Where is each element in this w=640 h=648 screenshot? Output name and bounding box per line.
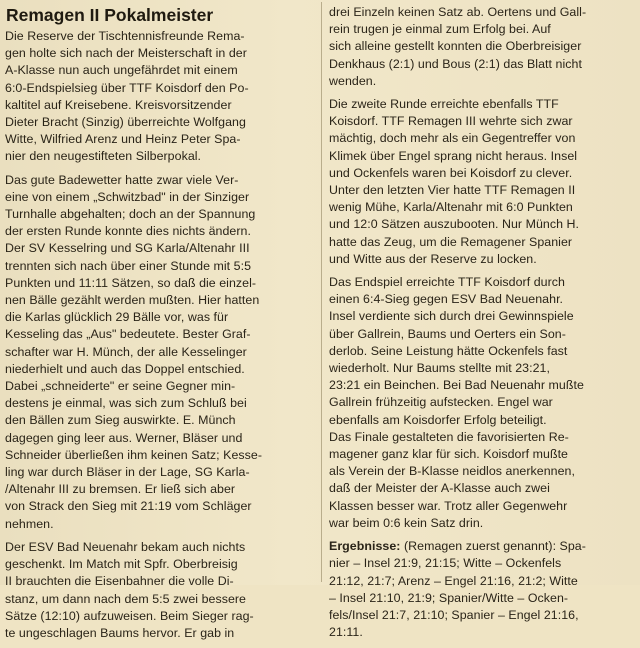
text-line: von Strack den Sieg mit 21:19 vom Schläger bbox=[5, 499, 252, 514]
paragraph-continued bbox=[329, 4, 635, 90]
text-line: Der ESV Bad Neuenahr bekam auch nichts bbox=[5, 539, 246, 554]
text-line: Gallrein frühzeitig aufstecken. Engel war bbox=[329, 395, 553, 410]
text-line: Denkhaus (2:1) und Bous (2:1) das Blatt nicht bbox=[329, 56, 582, 71]
text-line: die Karlas glücklich 29 Bälle vor, was für bbox=[5, 310, 229, 325]
text-line: Die zweite Runde erreichte ebenfalls TTF bbox=[329, 97, 559, 112]
results-block bbox=[329, 538, 635, 641]
text-line: eine von einem „Schwitzbad" in der Sinziger bbox=[5, 189, 250, 204]
text-line: hatte das Zeug, um die Remagener Spanier bbox=[329, 234, 573, 249]
text-line: Unter den letzten Vier hatte TTF Remagen II bbox=[329, 183, 576, 198]
text-line: und 12:0 Sätzen auszubooten. Nur Münch H. bbox=[329, 217, 580, 232]
text-line: Das Endspiel erreichte TTF Koisdorf durch bbox=[329, 275, 565, 290]
column-divider bbox=[321, 2, 322, 582]
paragraph-intro bbox=[5, 28, 316, 166]
text-line: destens je einmal, was sich zum Schluß bei bbox=[5, 396, 247, 411]
text-line: sich alleine gestellt konnten die Oberbreisiger bbox=[329, 39, 582, 54]
text-line: einen 6:4-Sieg gegen ESV Bad Neuenahr. bbox=[329, 292, 564, 307]
text-line: 6:0-Endspielsieg über TTF Koisdorf den Po- bbox=[5, 80, 249, 95]
text-line: fels/Insel 21:7, 21:10; Spanier – Engel 21:16, bbox=[329, 607, 579, 622]
results-lines bbox=[329, 555, 635, 641]
results-intro: (Remagen zuerst genannt): Spa- bbox=[400, 539, 586, 554]
paragraph-second-round bbox=[329, 96, 635, 268]
text-line: war beim 0:6 kein Satz drin. bbox=[329, 515, 484, 530]
text-line: II brauchten die Eisenbahner die volle Di- bbox=[5, 574, 234, 589]
text-line: als Verein der B-Klasse neidlos anerkennen, bbox=[329, 464, 575, 479]
text-line: niederhielt und auch das Doppel entschied. bbox=[5, 361, 245, 376]
text-line: Die Reserve der Tischtennisfreunde Rema- bbox=[5, 29, 245, 43]
text-line: mächtig, doch mehr als ein Gegentreffer von bbox=[329, 131, 576, 146]
text-line: ebenfalls am Koisdorfer Erfolg beteiligt. bbox=[329, 412, 547, 427]
text-line: magener ganz klar für sich. Koisdorf mußte bbox=[329, 447, 568, 462]
text-line: 21:12, 21:7; Arenz – Engel 21:16, 21:2; Witte bbox=[329, 573, 578, 588]
text-line: den Bällen zum Sieg auswirkte. E. Münch bbox=[5, 413, 236, 428]
text-line: stanz, um dann nach dem 5:5 zwei bessere bbox=[5, 591, 246, 606]
text-line: te ungeschlagen Baums hervor. Er gab in bbox=[5, 625, 235, 640]
right-column bbox=[329, 4, 635, 647]
text-line: nier – Insel 21:9, 21:15; Witte – Ockenfels bbox=[329, 556, 562, 571]
results-first-line bbox=[329, 538, 635, 555]
text-line: Dieter Bracht (Sinzig) überreichte Wolfgang bbox=[5, 115, 246, 130]
paragraph-esv-neuenahr bbox=[5, 539, 316, 642]
text-line: nen Bälle gezählt werden mußten. Hier hatten bbox=[5, 293, 260, 308]
text-line: und Witte aus der Reserve zu locken. bbox=[329, 251, 537, 266]
text-line: derlob. Seine Leistung hätte Ockenfels fast bbox=[329, 343, 568, 358]
text-line: über Gallrein, Baums und Oerters ein Son- bbox=[329, 326, 566, 341]
text-line: Dabei „schneiderte" er seine Gegner min- bbox=[5, 379, 236, 394]
text-line: ling war durch Bläser in der Lage, SG Karla- bbox=[5, 465, 250, 480]
text-line: – Insel 21:10, 21:9; Spanier/Witte – Ocken- bbox=[329, 590, 569, 605]
text-line: 23:21 ein Beinchen. Bei Bad Neuenahr mußte bbox=[329, 378, 584, 393]
paragraph-final bbox=[329, 274, 635, 532]
text-line: schafter war H. Münch, der alle Kesselinger bbox=[5, 344, 247, 359]
text-line: Klassen besser war. Trotz aller Gegenwehr bbox=[329, 498, 568, 513]
text-line: Das Finale gestalteten die favorisierten Re- bbox=[329, 429, 569, 444]
text-line: gen holte sich nach der Meisterschaft in der bbox=[5, 46, 247, 61]
text-line: Turnhalle abgehalten; doch an der Spannung bbox=[5, 207, 256, 222]
text-line: Kesseling das „Aus" bedeutete. Bester Graf- bbox=[5, 327, 251, 342]
text-line: geschenkt. Im Match mit Spfr. Oberbreisig bbox=[5, 557, 238, 572]
text-line: und Ockenfels waren bei Koisdorf zu clever. bbox=[329, 165, 573, 180]
text-line: wenig Mühe, Karla/Altenahr mit 6:0 Punkten bbox=[329, 200, 573, 215]
text-line: trennten sich nach über einer Stunde mit 5:5 bbox=[5, 258, 252, 273]
text-line: 21:11. bbox=[329, 625, 363, 640]
text-line: Schneider überließen ihm keinen Satz; Kesse- bbox=[5, 447, 263, 462]
text-line: Punkten und 11:11 Sätzen, so daß die einzel- bbox=[5, 275, 257, 290]
text-line: Der SV Kesselring und SG Karla/Altenahr III bbox=[5, 241, 250, 256]
text-line: Das gute Badewetter hatte zwar viele Ver- bbox=[5, 172, 239, 187]
text-line: nier den neugestifteten Silberpokal. bbox=[5, 149, 202, 164]
text-line: wenden. bbox=[329, 73, 377, 88]
text-line: A-Klasse nun auch ungefährdet mit einem bbox=[5, 63, 238, 78]
headline: Remagen II Pokalmeister bbox=[6, 5, 214, 25]
text-line: daß der Meister der A-Klasse auch zwei bbox=[329, 481, 550, 496]
paragraph-first-round bbox=[5, 172, 316, 533]
left-column bbox=[5, 4, 316, 648]
text-line: rein trugen je einmal zum Erfolg bei. Auf bbox=[329, 22, 551, 37]
results-label: Ergebnisse: bbox=[329, 539, 401, 554]
text-line: /Altenahr III zu bremsen. Er ließ sich aber bbox=[5, 482, 236, 497]
text-line: dagegen ging leer aus. Werner, Bläser und bbox=[5, 430, 243, 445]
text-line: Koisdorf. TTF Remagen III wehrte sich zwar bbox=[329, 114, 573, 129]
text-line: Insel verdiente sich durch drei Gewinnspiele bbox=[329, 309, 574, 324]
text-line: kaltitel auf Kreisebene. Kreisvorsitzender bbox=[5, 97, 232, 112]
text-line: wiederholt. Nur Baums stellte mit 23:21, bbox=[329, 361, 550, 376]
text-line: Witte, Wilfried Arenz und Heinz Peter Spa- bbox=[5, 132, 241, 147]
text-line: Klimek über Engel sprang nicht heraus. Insel bbox=[329, 148, 578, 163]
text-line: drei Einzeln keinen Satz ab. Oertens und Gall- bbox=[329, 5, 587, 19]
text-line: nehmen. bbox=[5, 516, 54, 531]
text-line: Sätze (12:10) aufzuweisen. Beim Sieger rag- bbox=[5, 608, 254, 623]
text-line: der ersten Runde konnte dies nichts ändern. bbox=[5, 224, 251, 239]
